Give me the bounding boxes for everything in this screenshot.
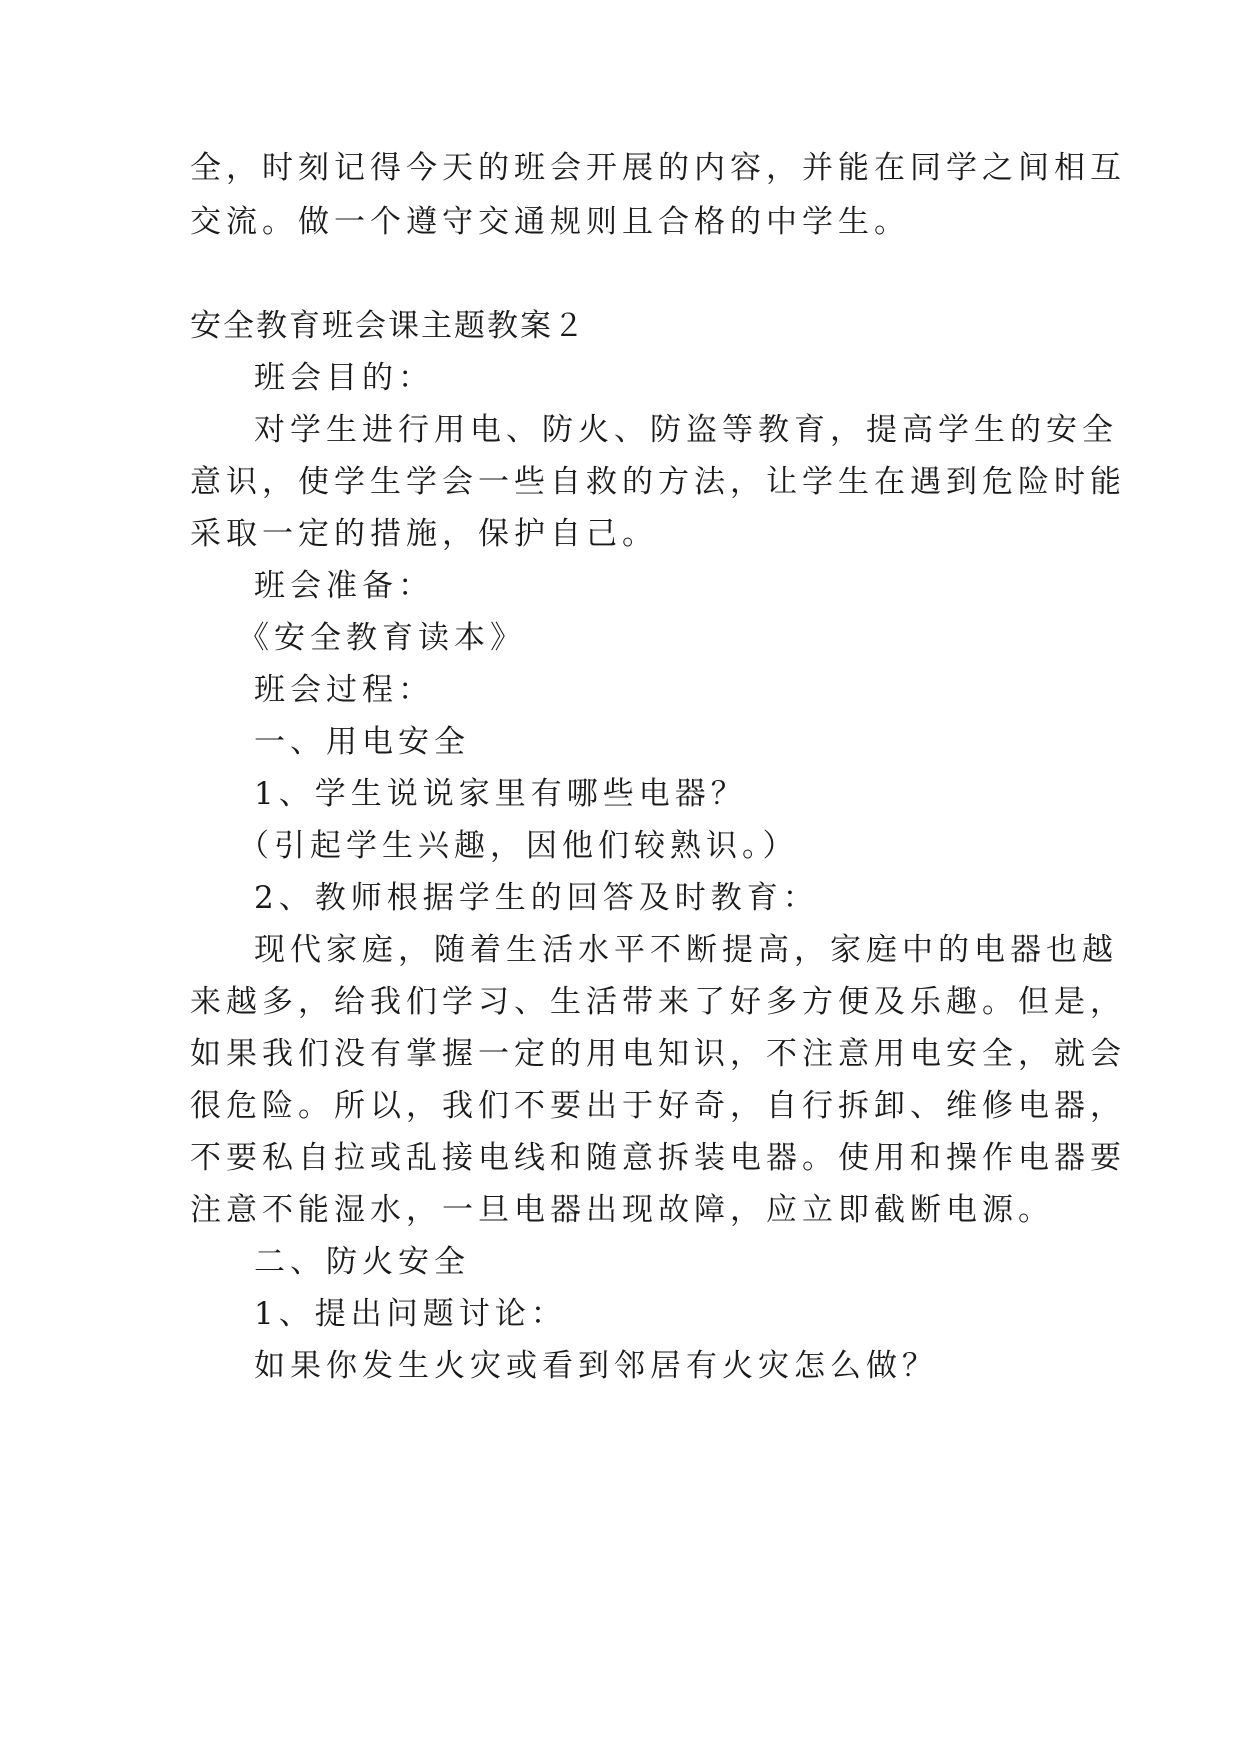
process-heading: 班会过程： (254, 672, 434, 708)
part2-heading: 二、防火安全 (254, 1244, 470, 1280)
part1-text-line-3: 如果我们没有掌握一定的用电知识，不注意用电安全，就会 (190, 1036, 1126, 1072)
prep-heading: 班会准备： (254, 568, 434, 604)
part1-text-line-4: 很危险。所以，我们不要出于好奇，自行拆卸、维修电器， (190, 1088, 1126, 1124)
prep-item: 《安全教育读本》 (238, 620, 526, 656)
part1-question-2: 2、教师根据学生的回答及时教育： (254, 880, 819, 916)
intro-line-1: 全，时刻记得今天的班会开展的内容，并能在同学之间相互 (190, 150, 1126, 186)
part1-question-1: 1、学生说说家里有哪些电器？ (254, 776, 747, 812)
intro-line-2: 交流。做一个遵守交通规则且合格的中学生。 (190, 204, 910, 240)
part1-text-line-5: 不要私自拉或乱接电线和随意拆装电器。使用和操作电器要 (190, 1140, 1126, 1176)
part1-text-line-1: 现代家庭，随着生活水平不断提高，家庭中的电器也越 (254, 932, 1118, 968)
part2-question-1-text: 如果你发生火灾或看到邻居有火灾怎么做？ (254, 1348, 938, 1384)
part1-heading: 一、用电安全 (254, 724, 470, 760)
goal-text-line-1: 对学生进行用电、防火、防盗等教育，提高学生的安全 (254, 412, 1118, 448)
section-title: 安全教育班会课主题教案２ (190, 308, 586, 344)
part1-text-line-2: 来越多，给我们学习、生活带来了好多方便及乐趣。但是， (190, 984, 1126, 1020)
part2-question-1: 1、提出问题讨论： (254, 1296, 567, 1332)
part1-text-line-6: 注意不能湿水，一旦电器出现故障，应立即截断电源。 (190, 1192, 1054, 1228)
goal-text-line-2: 意识，使学生学会一些自救的方法，让学生在遇到危险时能 (190, 464, 1126, 500)
goal-text-line-3: 采取一定的措施，保护自己。 (190, 516, 658, 552)
goal-heading: 班会目的： (254, 360, 434, 396)
part1-question-1-note: （引起学生兴趣，因他们较熟识。） (238, 828, 799, 864)
